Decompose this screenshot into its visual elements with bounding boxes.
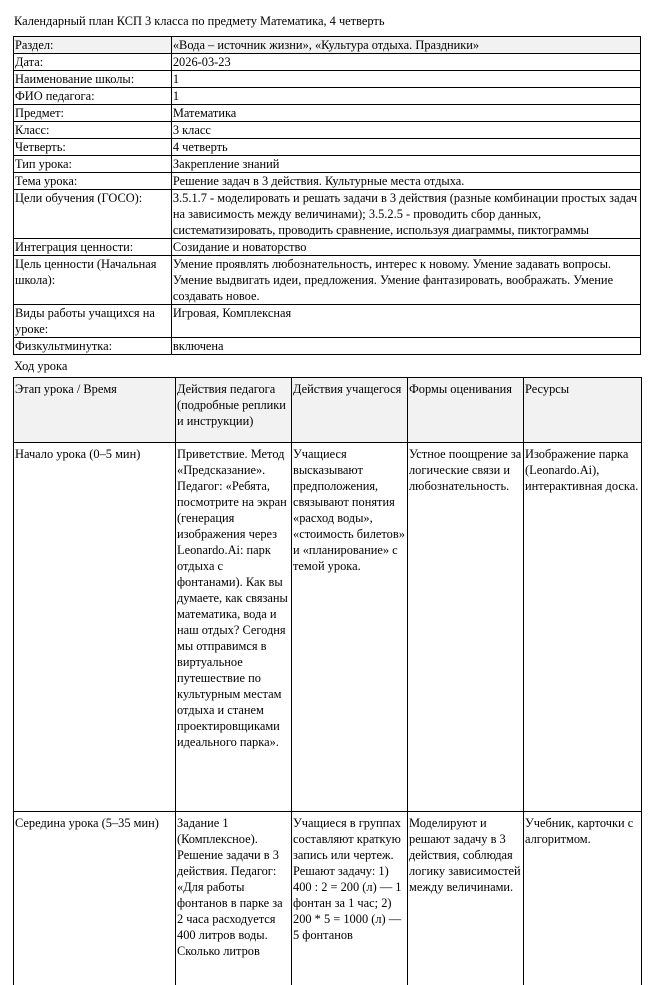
- info-key: Интеграция ценности:: [14, 239, 172, 256]
- plan-assessment-cell: Устное поощрение за логические связи и любознательность.: [408, 443, 524, 812]
- info-row: [14, 71, 641, 88]
- info-key: Четверть:: [14, 139, 172, 156]
- info-key: Наименование школы:: [14, 71, 172, 88]
- lesson-info-table: [13, 36, 641, 355]
- info-value: 1: [171, 71, 640, 88]
- info-value: Умение проявлять любознательность, интерес к новому. Умение задавать вопросы. Умение выдвигать идеи, предложения. Умение фантазировать, воображать. Умение создавать новое.: [171, 256, 640, 305]
- plan-header-cell: Действия учащегося: [292, 378, 408, 443]
- plan-row: [14, 443, 642, 812]
- info-key: Класс:: [14, 122, 172, 139]
- info-row: [14, 173, 641, 190]
- info-value: 4 четверть: [171, 139, 640, 156]
- info-row: [14, 156, 641, 173]
- info-key: Виды работы учащихся на уроке:: [14, 305, 172, 338]
- info-key: Физкультминутка:: [14, 338, 172, 355]
- info-value: Решение задач в 3 действия. Культурные места отдыха.: [171, 173, 640, 190]
- plan-header-row: [14, 378, 642, 443]
- plan-student-cell: Учащиеся высказывают предположения, связывают понятия «расход воды», «стоимость билетов» и «планирование» с темой урока.: [292, 443, 408, 812]
- info-value: 1: [171, 88, 640, 105]
- plan-resources-cell: Учебник, карточки с алгоритмом.: [524, 812, 642, 985]
- info-key: Тип урока:: [14, 156, 172, 173]
- info-value: «Вода – источник жизни», «Культура отдыха. Праздники»: [171, 37, 640, 54]
- info-row: [14, 190, 641, 239]
- plan-stage-cell: Начало урока (0–5 мин): [14, 443, 176, 812]
- info-key: Цели обучения (ГОСО):: [14, 190, 172, 239]
- plan-teacher-cell: Приветствие. Метод «Предсказание». Педагог: «Ребята, посмотрите на экран (генерация изображения через Leonardo.Ai: парк отдыха с фонтанами). Как вы думаете, как связаны математика, вода и наш отдых? Сегодня мы отправимся в виртуальное путешествие по культурным местам отдыха и станем проектировщиками идеального парка».: [176, 443, 292, 812]
- info-value: Игровая, Комплексная: [171, 305, 640, 338]
- info-row: [14, 54, 641, 71]
- plan-assessment-cell: Моделируют и решают задачу в 3 действия, соблюдая логику зависимостей между величинами.: [408, 812, 524, 985]
- info-row: [14, 105, 641, 122]
- info-row: [14, 256, 641, 305]
- plan-resources-cell: Изображение парка (Leonardo.Ai), интерактивная доска.: [524, 443, 642, 812]
- info-value: 2026-03-23: [171, 54, 640, 71]
- info-key: ФИО педагога:: [14, 88, 172, 105]
- info-row: [14, 338, 641, 355]
- section-title: Ход урока: [14, 359, 68, 373]
- info-row: [14, 37, 641, 54]
- plan-header-cell: Ресурсы: [524, 378, 642, 443]
- info-value: Созидание и новаторство: [171, 239, 640, 256]
- info-key: Цель ценности (Начальная школа):: [14, 256, 172, 305]
- plan-row: [14, 812, 642, 985]
- info-value: Закрепление знаний: [171, 156, 640, 173]
- plan-stage-cell: Середина урока (5–35 мин): [14, 812, 176, 985]
- info-row: [14, 88, 641, 105]
- lesson-plan-table: [13, 377, 642, 985]
- plan-student-cell: Учащиеся в группах составляют краткую запись или чертеж. Решают задачу: 1) 400 : 2 = 200 (л) — 1 фонтан за 1 час; 2) 200 * 5 = 1000 (л) — 5 фонтанов: [292, 812, 408, 985]
- info-row: [14, 239, 641, 256]
- document-title: Календарный план КСП 3 класса по предмету Математика, 4 четверть: [14, 14, 385, 28]
- info-row: [14, 139, 641, 156]
- info-value: включена: [171, 338, 640, 355]
- info-row: [14, 122, 641, 139]
- plan-header-cell: Формы оценивания: [408, 378, 524, 443]
- info-key: Предмет:: [14, 105, 172, 122]
- info-row: [14, 305, 641, 338]
- info-key: Раздел:: [14, 37, 172, 54]
- info-key: Тема урока:: [14, 173, 172, 190]
- plan-teacher-cell: Задание 1 (Комплексное). Решение задачи в 3 действия. Педагог: «Для работы фонтанов в парке за 2 часа расходуется 400 литров воды. Сколько литров: [176, 812, 292, 985]
- info-value: 3.5.1.7 - моделировать и решать задачи в 3 действия (разные комбинации простых задач на зависимость между величинами); 3.5.2.5 - проводить сбор данных, систематизировать, проводить сравнение, используя диаграммы, пиктограммы: [171, 190, 640, 239]
- info-value: Математика: [171, 105, 640, 122]
- info-value: 3 класс: [171, 122, 640, 139]
- info-key: Дата:: [14, 54, 172, 71]
- plan-header-cell: Действия педагога (подробные реплики и инструкции): [176, 378, 292, 443]
- plan-header-cell: Этап урока / Время: [14, 378, 176, 443]
